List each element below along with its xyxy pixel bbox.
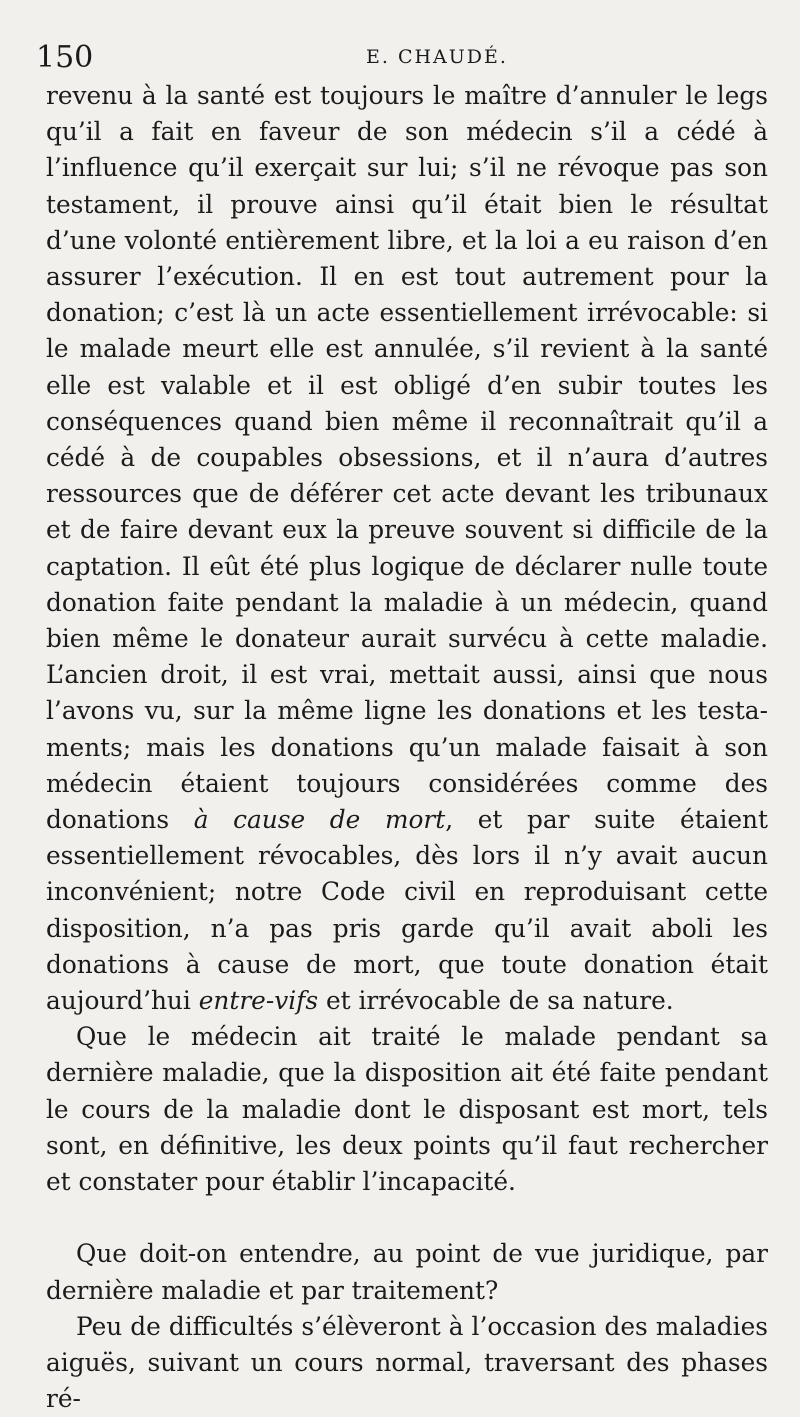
body-text bbox=[46, 78, 768, 1417]
italic-phrase-a-cause-de-mort: à cause de mort bbox=[193, 805, 446, 835]
paragraph-3: Que doit-on entendre, au point de vue juridique, par dernière maladie et par traitement? bbox=[46, 1239, 768, 1305]
paragraph-1-part-1: revenu à la santé est toujours le maître d’annuler le legs qu’il a fait en faveur de son médecin s’il a cédé à l’influence qu’il exerçait sur lui; s’il ne révoque pas son testament, il prouve ainsi qu’il était bien le résultat d’une volonté entièrement libre, et la loi a eu raison d’en assurer l’exécution. Il en est tout autrement pour la donation; c’est là un acte essentiellement irrévocable: si le malade meurt elle est annulée, s’il revient à la santé elle est valable et il est obligé d’en subir toutes les conséquences quand bien même il reconnaîtrait qu’il a cédé à de coupables obsessions, et il n’aura d’autres ressources que de déférer cet acte devant les tribunaux et de faire devant eux la preuve souvent si difficile de la captation. Il eût été plus logique de déclarer nulle toute donation faite pendant la maladie à un médecin, quand bien même le donateur aurait survécu à cette maladie. L’ancien droit, il est vrai, mettait aussi, ainsi que nous l’avons vu, sur la même ligne les donations et les testaments; mais les donations qu’un malade faisait à son médecin étaient toujours considérées comme des donations bbox=[46, 81, 768, 835]
page-number: 150 bbox=[36, 40, 94, 75]
running-head: E. CHAUDÉ. bbox=[366, 46, 508, 68]
paragraph-2: Que le médecin ait traité le malade pendant sa dernière maladie, que la disposition ait été faite pendant le cours de la maladie dont le disposant est mort, tels sont, en définitive, les deux points qu’il faut rechercher et constater pour établir l’incapacité. bbox=[46, 1022, 768, 1197]
paragraph-1 bbox=[46, 78, 768, 1019]
paragraph-4: Peu de difficultés s’élèveront à l’occasion des maladies aiguës, suivant un cours normal, traversant des phases ré- bbox=[46, 1311, 768, 1414]
paragraph-1-part-2: , et par suite étaient essentiellement révocables, dès lors il n’y avait aucun inconvénient; notre Code civil en reproduisant cette disposition, n’a pas pris garde qu’il avait aboli les donations à cause de mort, que toute donation était aujourd’hui bbox=[46, 805, 768, 1016]
page-header bbox=[36, 40, 760, 80]
paragraph-1-part-3: et irrévocable de sa nature. bbox=[318, 986, 674, 1016]
italic-phrase-entre-vifs: entre-vifs bbox=[198, 986, 319, 1016]
